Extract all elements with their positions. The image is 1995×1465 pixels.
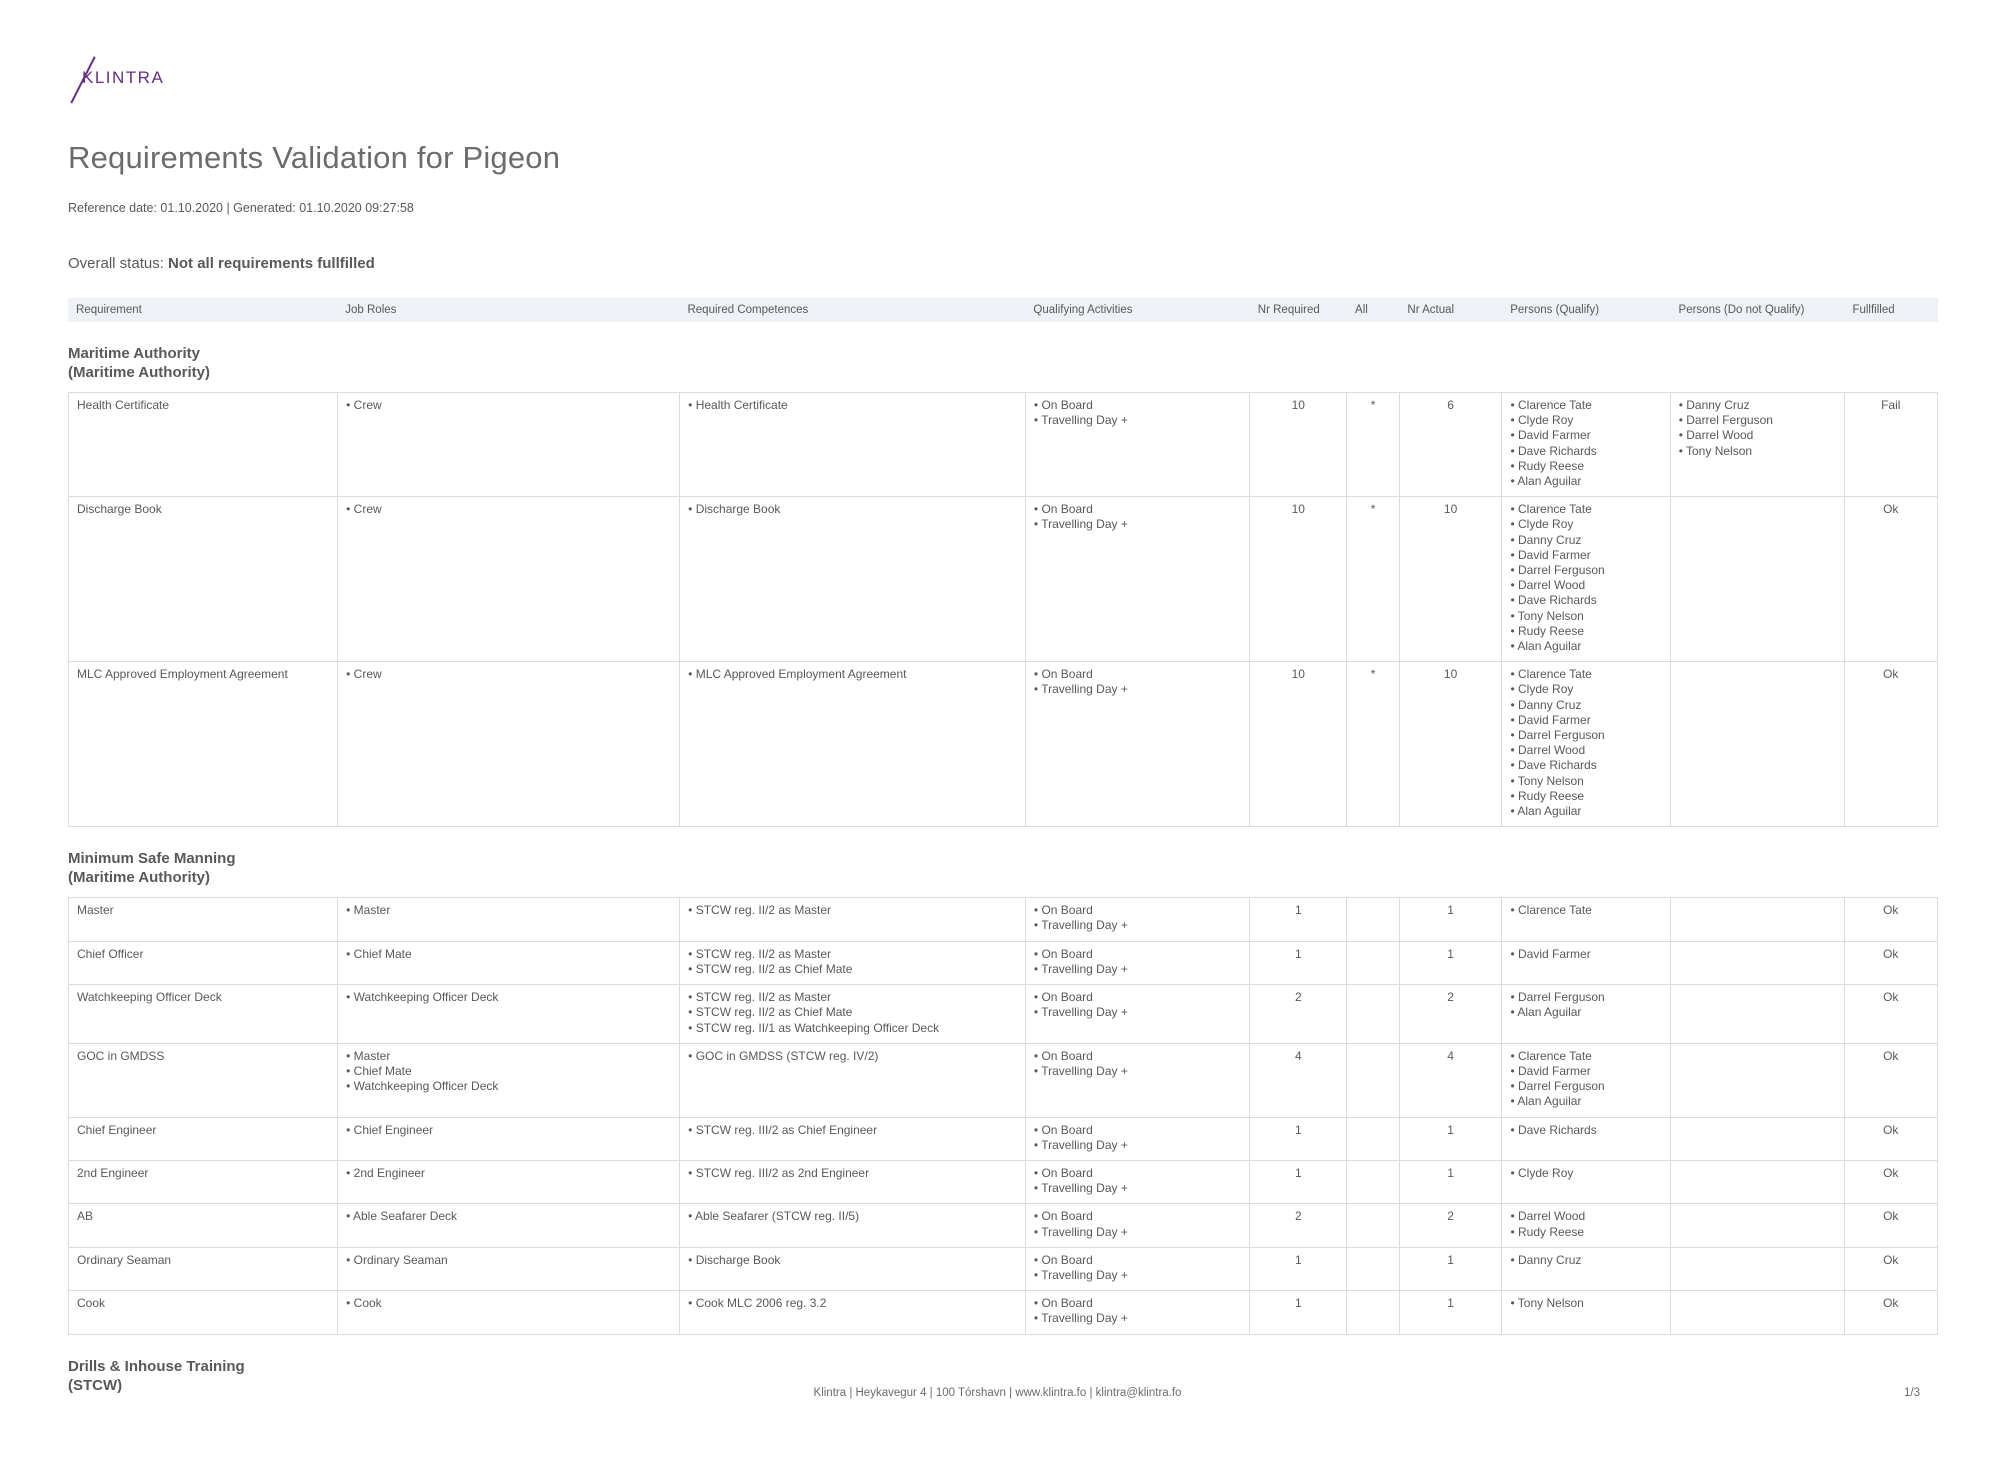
cell-requirement: Chief Engineer: [69, 1117, 338, 1160]
bullet-item: • 2nd Engineer: [346, 1165, 426, 1180]
cell-requirement: Cook: [69, 1291, 338, 1334]
overall-status-value: Not all requirements fullfilled: [168, 255, 375, 272]
bullet-item: • On Board: [1033, 1296, 1093, 1311]
cell-fullfilled: Ok: [1844, 985, 1938, 1044]
table-row: [69, 1117, 1938, 1160]
cell-fullfilled: Ok: [1844, 1291, 1938, 1334]
bullet-item: • On Board: [1033, 502, 1093, 517]
cell-persons-qualify: [1502, 1204, 1670, 1247]
bullet-item: • Clyde Roy: [1510, 682, 1574, 697]
table-row: [69, 898, 1938, 941]
cell-qualifying-activities: [1025, 1117, 1249, 1160]
bullet-item: • Clarence Tate: [1510, 1048, 1592, 1063]
bullet-item: • Tony Nelson: [1510, 773, 1584, 788]
bullet-item: • Travelling Day +: [1033, 413, 1128, 428]
bullet-item: • David Farmer: [1510, 946, 1591, 961]
cell-qualifying-activities: [1025, 1160, 1249, 1203]
cell-persons-do-not-qualify: [1670, 393, 1844, 497]
column-header-nr-required: Nr Required: [1250, 298, 1347, 322]
bullet-item: • Rudy Reese: [1510, 458, 1585, 473]
cell-nr-actual: 1: [1399, 941, 1502, 984]
cell-persons-do-not-qualify: [1670, 1247, 1844, 1290]
overall-status: [68, 255, 1938, 272]
cell-qualifying-activities: [1025, 662, 1249, 827]
cell-persons-qualify: [1502, 497, 1670, 662]
column-header-all: All: [1347, 298, 1399, 322]
cell-nr-actual: 10: [1399, 662, 1502, 827]
cell-persons-qualify: [1502, 941, 1670, 984]
cell-persons-do-not-qualify: [1670, 1117, 1844, 1160]
bullet-item: • Master: [346, 1048, 391, 1063]
logo-text: KLINTRA: [82, 68, 165, 87]
bullet-item: • Darrel Ferguson: [1510, 1079, 1605, 1094]
cell-fullfilled: Ok: [1844, 898, 1938, 941]
bullet-item: • Crew: [346, 502, 382, 517]
cell-nr-required: 10: [1250, 393, 1347, 497]
bullet-item: • Clarence Tate: [1510, 502, 1592, 517]
bullet-item: • David Farmer: [1510, 712, 1591, 727]
column-header-persons-do-not-qualify: Persons (Do not Qualify): [1671, 298, 1845, 322]
cell-all: [1347, 985, 1399, 1044]
cell-required-competences: [680, 1117, 1026, 1160]
column-header-persons-qualify: Persons (Qualify): [1502, 298, 1670, 322]
footer-address: Klintra | Heykavegur 4 | 100 Tórshavn | www.klintra.fo | klintra@klintra.fo: [813, 1387, 1182, 1399]
cell-job-roles: [338, 898, 680, 941]
cell-nr-required: 2: [1250, 1204, 1347, 1247]
bullet-item: • Alan Aguilar: [1510, 1094, 1582, 1109]
cell-job-roles: [338, 1291, 680, 1334]
page-number: 1/3: [1904, 1387, 1920, 1399]
bullet-item: • Travelling Day +: [1033, 1311, 1128, 1326]
section-subtitle: (Maritime Authority): [68, 869, 210, 887]
cell-all: [1347, 1247, 1399, 1290]
table-row: [69, 1204, 1938, 1247]
cell-qualifying-activities: [1025, 941, 1249, 984]
bullet-item: • On Board: [1033, 1252, 1093, 1267]
bullet-item: • STCW reg. II/2 as Master: [688, 946, 832, 961]
table-row: [69, 941, 1938, 984]
cell-all: [1347, 1160, 1399, 1203]
column-header-requirement: Requirement: [68, 298, 337, 322]
cell-persons-qualify: [1502, 1117, 1670, 1160]
cell-all: *: [1347, 662, 1399, 827]
cell-all: [1347, 1043, 1399, 1117]
bullet-item: • David Farmer: [1510, 428, 1591, 443]
cell-nr-required: 2: [1250, 985, 1347, 1044]
bullet-item: • Master: [346, 903, 391, 918]
cell-fullfilled: Fail: [1844, 393, 1938, 497]
cell-required-competences: [680, 1160, 1026, 1203]
bullet-item: • MLC Approved Employment Agreement: [688, 667, 907, 682]
cell-nr-actual: 2: [1399, 985, 1502, 1044]
report-footer: [0, 1387, 1995, 1399]
table-row: [69, 662, 1938, 827]
cell-fullfilled: Ok: [1844, 1160, 1938, 1203]
cell-required-competences: [680, 1043, 1026, 1117]
cell-nr-actual: 10: [1399, 497, 1502, 662]
bullet-item: • Clyde Roy: [1510, 413, 1574, 428]
bullet-item: • Dave Richards: [1510, 758, 1597, 773]
section-title: Minimum Safe Manning: [68, 850, 236, 868]
cell-persons-qualify: [1502, 1160, 1670, 1203]
table-row: [69, 985, 1938, 1044]
cell-persons-do-not-qualify: [1670, 1043, 1844, 1117]
section-title: Drills & Inhouse Training: [68, 1357, 245, 1375]
cell-persons-do-not-qualify: [1670, 1160, 1844, 1203]
bullet-item: • Travelling Day +: [1033, 1224, 1128, 1239]
cell-job-roles: [338, 1247, 680, 1290]
report-meta: Reference date: 01.10.2020 | Generated: 01.10.2020 09:27:58: [68, 201, 414, 215]
bullet-item: • Crew: [346, 398, 382, 412]
bullet-item: • Able Seafarer Deck: [346, 1209, 458, 1224]
cell-required-competences: [680, 1204, 1026, 1247]
bullet-item: • Rudy Reese: [1510, 1224, 1585, 1239]
report-page: [0, 62, 1995, 1465]
cell-persons-do-not-qualify: [1670, 985, 1844, 1044]
bullet-item: • Tony Nelson: [1510, 1296, 1584, 1311]
cell-job-roles: [338, 1043, 680, 1117]
cell-qualifying-activities: [1025, 393, 1249, 497]
cell-nr-required: 1: [1250, 1247, 1347, 1290]
bullet-item: • Alan Aguilar: [1510, 639, 1582, 654]
cell-all: *: [1347, 497, 1399, 662]
cell-requirement: MLC Approved Employment Agreement: [69, 662, 338, 827]
bullet-item: • Watchkeeping Officer Deck: [346, 1079, 499, 1094]
bullet-item: • Danny Cruz: [1510, 1252, 1582, 1267]
bullet-item: • Travelling Day +: [1033, 918, 1128, 933]
bullet-item: • Dave Richards: [1510, 593, 1597, 608]
requirements-section: [68, 849, 1938, 1334]
column-header-row: [68, 298, 1938, 322]
bullet-item: • Darrel Wood: [1678, 428, 1754, 443]
bullet-item: • Darrel Ferguson: [1678, 413, 1773, 428]
cell-nr-actual: 2: [1399, 1204, 1502, 1247]
bullet-item: • Danny Cruz: [1678, 398, 1750, 412]
cell-requirement: Watchkeeping Officer Deck: [69, 985, 338, 1044]
bullet-item: • Chief Engineer: [346, 1122, 434, 1137]
bullet-item: • Discharge Book: [688, 502, 781, 517]
bullet-item: • David Farmer: [1510, 1063, 1591, 1078]
cell-nr-actual: 1: [1399, 898, 1502, 941]
column-header-job-roles: Job Roles: [337, 298, 679, 322]
sections-container: [68, 344, 1938, 1395]
bullet-item: • On Board: [1033, 946, 1093, 961]
bullet-item: • Travelling Day +: [1033, 517, 1128, 532]
bullet-item: • STCW reg. II/2 as Master: [688, 990, 832, 1005]
bullet-item: • Clyde Roy: [1510, 517, 1574, 532]
bullet-item: • Alan Aguilar: [1510, 804, 1582, 819]
cell-requirement: Master: [69, 898, 338, 941]
bullet-item: • Travelling Day +: [1033, 1063, 1128, 1078]
cell-nr-required: 4: [1250, 1043, 1347, 1117]
cell-job-roles: [338, 1204, 680, 1247]
bullet-item: • On Board: [1033, 1048, 1093, 1063]
cell-all: [1347, 1117, 1399, 1160]
cell-persons-qualify: [1502, 985, 1670, 1044]
bullet-item: • Darrel Wood: [1510, 578, 1586, 593]
bullet-item: • Darrel Ferguson: [1510, 990, 1605, 1005]
cell-job-roles: [338, 985, 680, 1044]
cell-persons-qualify: [1502, 898, 1670, 941]
cell-qualifying-activities: [1025, 898, 1249, 941]
cell-nr-required: 1: [1250, 1160, 1347, 1203]
cell-qualifying-activities: [1025, 1204, 1249, 1247]
cell-requirement: Discharge Book: [69, 497, 338, 662]
page-title: Requirements Validation for Pigeon: [68, 140, 561, 175]
table-row: [69, 1291, 1938, 1334]
bullet-item: • On Board: [1033, 903, 1093, 918]
bullet-item: • On Board: [1033, 990, 1093, 1005]
cell-required-competences: [680, 941, 1026, 984]
cell-nr-required: 10: [1250, 662, 1347, 827]
bullet-item: • Danny Cruz: [1510, 697, 1582, 712]
cell-job-roles: [338, 1117, 680, 1160]
overall-status-label: Overall status:: [68, 255, 169, 272]
bullet-item: • Chief Mate: [346, 946, 412, 961]
column-header-qualifying-activities: Qualifying Activities: [1025, 298, 1249, 322]
bullet-item: • Ordinary Seaman: [346, 1252, 448, 1267]
bullet-item: • Darrel Wood: [1510, 1209, 1586, 1224]
cell-required-competences: [680, 497, 1026, 662]
bullet-item: • Health Certificate: [688, 398, 788, 412]
bullet-item: • Cook: [346, 1296, 382, 1311]
bullet-item: • Able Seafarer (STCW reg. II/5): [688, 1209, 860, 1224]
table-column-header: [68, 298, 1938, 322]
cell-job-roles: [338, 393, 680, 497]
cell-fullfilled: Ok: [1844, 662, 1938, 827]
cell-required-competences: [680, 662, 1026, 827]
cell-nr-actual: 1: [1399, 1291, 1502, 1334]
cell-qualifying-activities: [1025, 497, 1249, 662]
bullet-item: • On Board: [1033, 667, 1093, 682]
bullet-item: • Darrel Wood: [1510, 743, 1586, 758]
cell-fullfilled: Ok: [1844, 1247, 1938, 1290]
cell-required-competences: [680, 985, 1026, 1044]
bullet-item: • On Board: [1033, 1165, 1093, 1180]
cell-nr-required: 1: [1250, 1291, 1347, 1334]
cell-persons-qualify: [1502, 1291, 1670, 1334]
cell-persons-do-not-qualify: [1670, 1291, 1844, 1334]
cell-nr-actual: 4: [1399, 1043, 1502, 1117]
cell-nr-required: 1: [1250, 1117, 1347, 1160]
table-row: [69, 1043, 1938, 1117]
bullet-item: • Rudy Reese: [1510, 788, 1585, 803]
column-header-fullfilled: Fullfilled: [1844, 298, 1938, 322]
cell-requirement: Health Certificate: [69, 393, 338, 497]
bullet-item: • GOC in GMDSS (STCW reg. IV/2): [688, 1048, 879, 1063]
bullet-item: • Travelling Day +: [1033, 682, 1128, 697]
requirements-section: [68, 344, 1938, 827]
cell-all: [1347, 898, 1399, 941]
bullet-item: • Watchkeeping Officer Deck: [346, 990, 499, 1005]
cell-requirement: Chief Officer: [69, 941, 338, 984]
cell-job-roles: [338, 662, 680, 827]
section-heading: [68, 849, 1938, 887]
cell-qualifying-activities: [1025, 1247, 1249, 1290]
cell-fullfilled: Ok: [1844, 497, 1938, 662]
bullet-item: • Tony Nelson: [1510, 608, 1584, 623]
bullet-item: • Crew: [346, 667, 382, 682]
cell-nr-required: 10: [1250, 497, 1347, 662]
table-row: [69, 393, 1938, 497]
cell-nr-actual: 1: [1399, 1160, 1502, 1203]
cell-job-roles: [338, 1160, 680, 1203]
cell-nr-required: 1: [1250, 898, 1347, 941]
cell-all: [1347, 941, 1399, 984]
bullet-item: • Alan Aguilar: [1510, 1005, 1582, 1020]
requirements-table: [68, 897, 1938, 1334]
bullet-item: • STCW reg. III/2 as 2nd Engineer: [688, 1165, 870, 1180]
cell-qualifying-activities: [1025, 1291, 1249, 1334]
cell-qualifying-activities: [1025, 1043, 1249, 1117]
bullet-item: • Travelling Day +: [1033, 1137, 1128, 1152]
bullet-item: • Darrel Ferguson: [1510, 728, 1605, 743]
bullet-item: • Alan Aguilar: [1510, 474, 1582, 489]
cell-persons-do-not-qualify: [1670, 497, 1844, 662]
cell-nr-actual: 1: [1399, 1117, 1502, 1160]
cell-persons-qualify: [1502, 1043, 1670, 1117]
cell-job-roles: [338, 941, 680, 984]
bullet-item: • Clyde Roy: [1510, 1165, 1574, 1180]
bullet-item: • On Board: [1033, 1209, 1093, 1224]
bullet-item: • Clarence Tate: [1510, 667, 1592, 682]
cell-persons-qualify: [1502, 1247, 1670, 1290]
table-row: [69, 497, 1938, 662]
cell-nr-actual: 1: [1399, 1247, 1502, 1290]
cell-persons-do-not-qualify: [1670, 941, 1844, 984]
bullet-item: • Clarence Tate: [1510, 398, 1592, 412]
bullet-item: • Chief Mate: [346, 1063, 412, 1078]
bullet-item: • Discharge Book: [688, 1252, 781, 1267]
table-row: [69, 1247, 1938, 1290]
table-row: [69, 1160, 1938, 1203]
section-title: Maritime Authority: [68, 345, 200, 362]
cell-nr-required: 1: [1250, 941, 1347, 984]
cell-requirement: Ordinary Seaman: [69, 1247, 338, 1290]
bullet-item: • On Board: [1033, 398, 1093, 412]
cell-fullfilled: Ok: [1844, 1117, 1938, 1160]
cell-fullfilled: Ok: [1844, 1043, 1938, 1117]
cell-all: [1347, 1291, 1399, 1334]
requirements-table: [68, 392, 1938, 827]
cell-fullfilled: Ok: [1844, 941, 1938, 984]
bullet-item: • Dave Richards: [1510, 1122, 1597, 1137]
cell-requirement: GOC in GMDSS: [69, 1043, 338, 1117]
cell-required-competences: [680, 1291, 1026, 1334]
bullet-item: • Tony Nelson: [1678, 443, 1753, 458]
bullet-item: • Travelling Day +: [1033, 961, 1128, 976]
bullet-item: • STCW reg. II/2 as Chief Mate: [688, 961, 853, 976]
cell-required-competences: [680, 393, 1026, 497]
column-header-nr-actual: Nr Actual: [1399, 298, 1502, 322]
cell-required-competences: [680, 898, 1026, 941]
cell-job-roles: [338, 497, 680, 662]
bullet-item: • STCW reg. II/2 as Master: [688, 903, 832, 918]
cell-persons-qualify: [1502, 393, 1670, 497]
bullet-item: • Darrel Ferguson: [1510, 563, 1605, 578]
cell-qualifying-activities: [1025, 985, 1249, 1044]
cell-requirement: 2nd Engineer: [69, 1160, 338, 1203]
cell-requirement: AB: [69, 1204, 338, 1247]
cell-all: *: [1347, 393, 1399, 497]
bullet-item: • STCW reg. III/2 as Chief Engineer: [688, 1122, 878, 1137]
cell-persons-do-not-qualify: [1670, 662, 1844, 827]
section-subtitle: (Maritime Authority): [68, 364, 210, 381]
cell-nr-actual: 6: [1399, 393, 1502, 497]
cell-fullfilled: Ok: [1844, 1204, 1938, 1247]
bullet-item: • Cook MLC 2006 reg. 3.2: [688, 1296, 827, 1311]
cell-required-competences: [680, 1247, 1026, 1290]
cell-all: [1347, 1204, 1399, 1247]
bullet-item: • Dave Richards: [1510, 443, 1597, 458]
bullet-item: • Travelling Day +: [1033, 1267, 1128, 1282]
bullet-item: • Rudy Reese: [1510, 623, 1585, 638]
bullet-item: • On Board: [1033, 1122, 1093, 1137]
bullet-item: • Clarence Tate: [1510, 903, 1592, 918]
cell-persons-do-not-qualify: [1670, 898, 1844, 941]
column-header-required-competences: Required Competences: [679, 298, 1025, 322]
cell-persons-do-not-qualify: [1670, 1204, 1844, 1247]
cell-persons-qualify: [1502, 662, 1670, 827]
section-heading: [68, 344, 1938, 382]
section-subtitle: (STCW): [68, 1376, 123, 1394]
bullet-item: • David Farmer: [1510, 547, 1591, 562]
bullet-item: • Travelling Day +: [1033, 1005, 1128, 1020]
klintra-logo: [68, 62, 208, 96]
bullet-item: • Danny Cruz: [1510, 532, 1582, 547]
bullet-item: • Travelling Day +: [1033, 1181, 1128, 1196]
bullet-item: • STCW reg. II/1 as Watchkeeping Officer Deck: [688, 1020, 940, 1035]
bullet-item: • STCW reg. II/2 as Chief Mate: [688, 1005, 853, 1020]
